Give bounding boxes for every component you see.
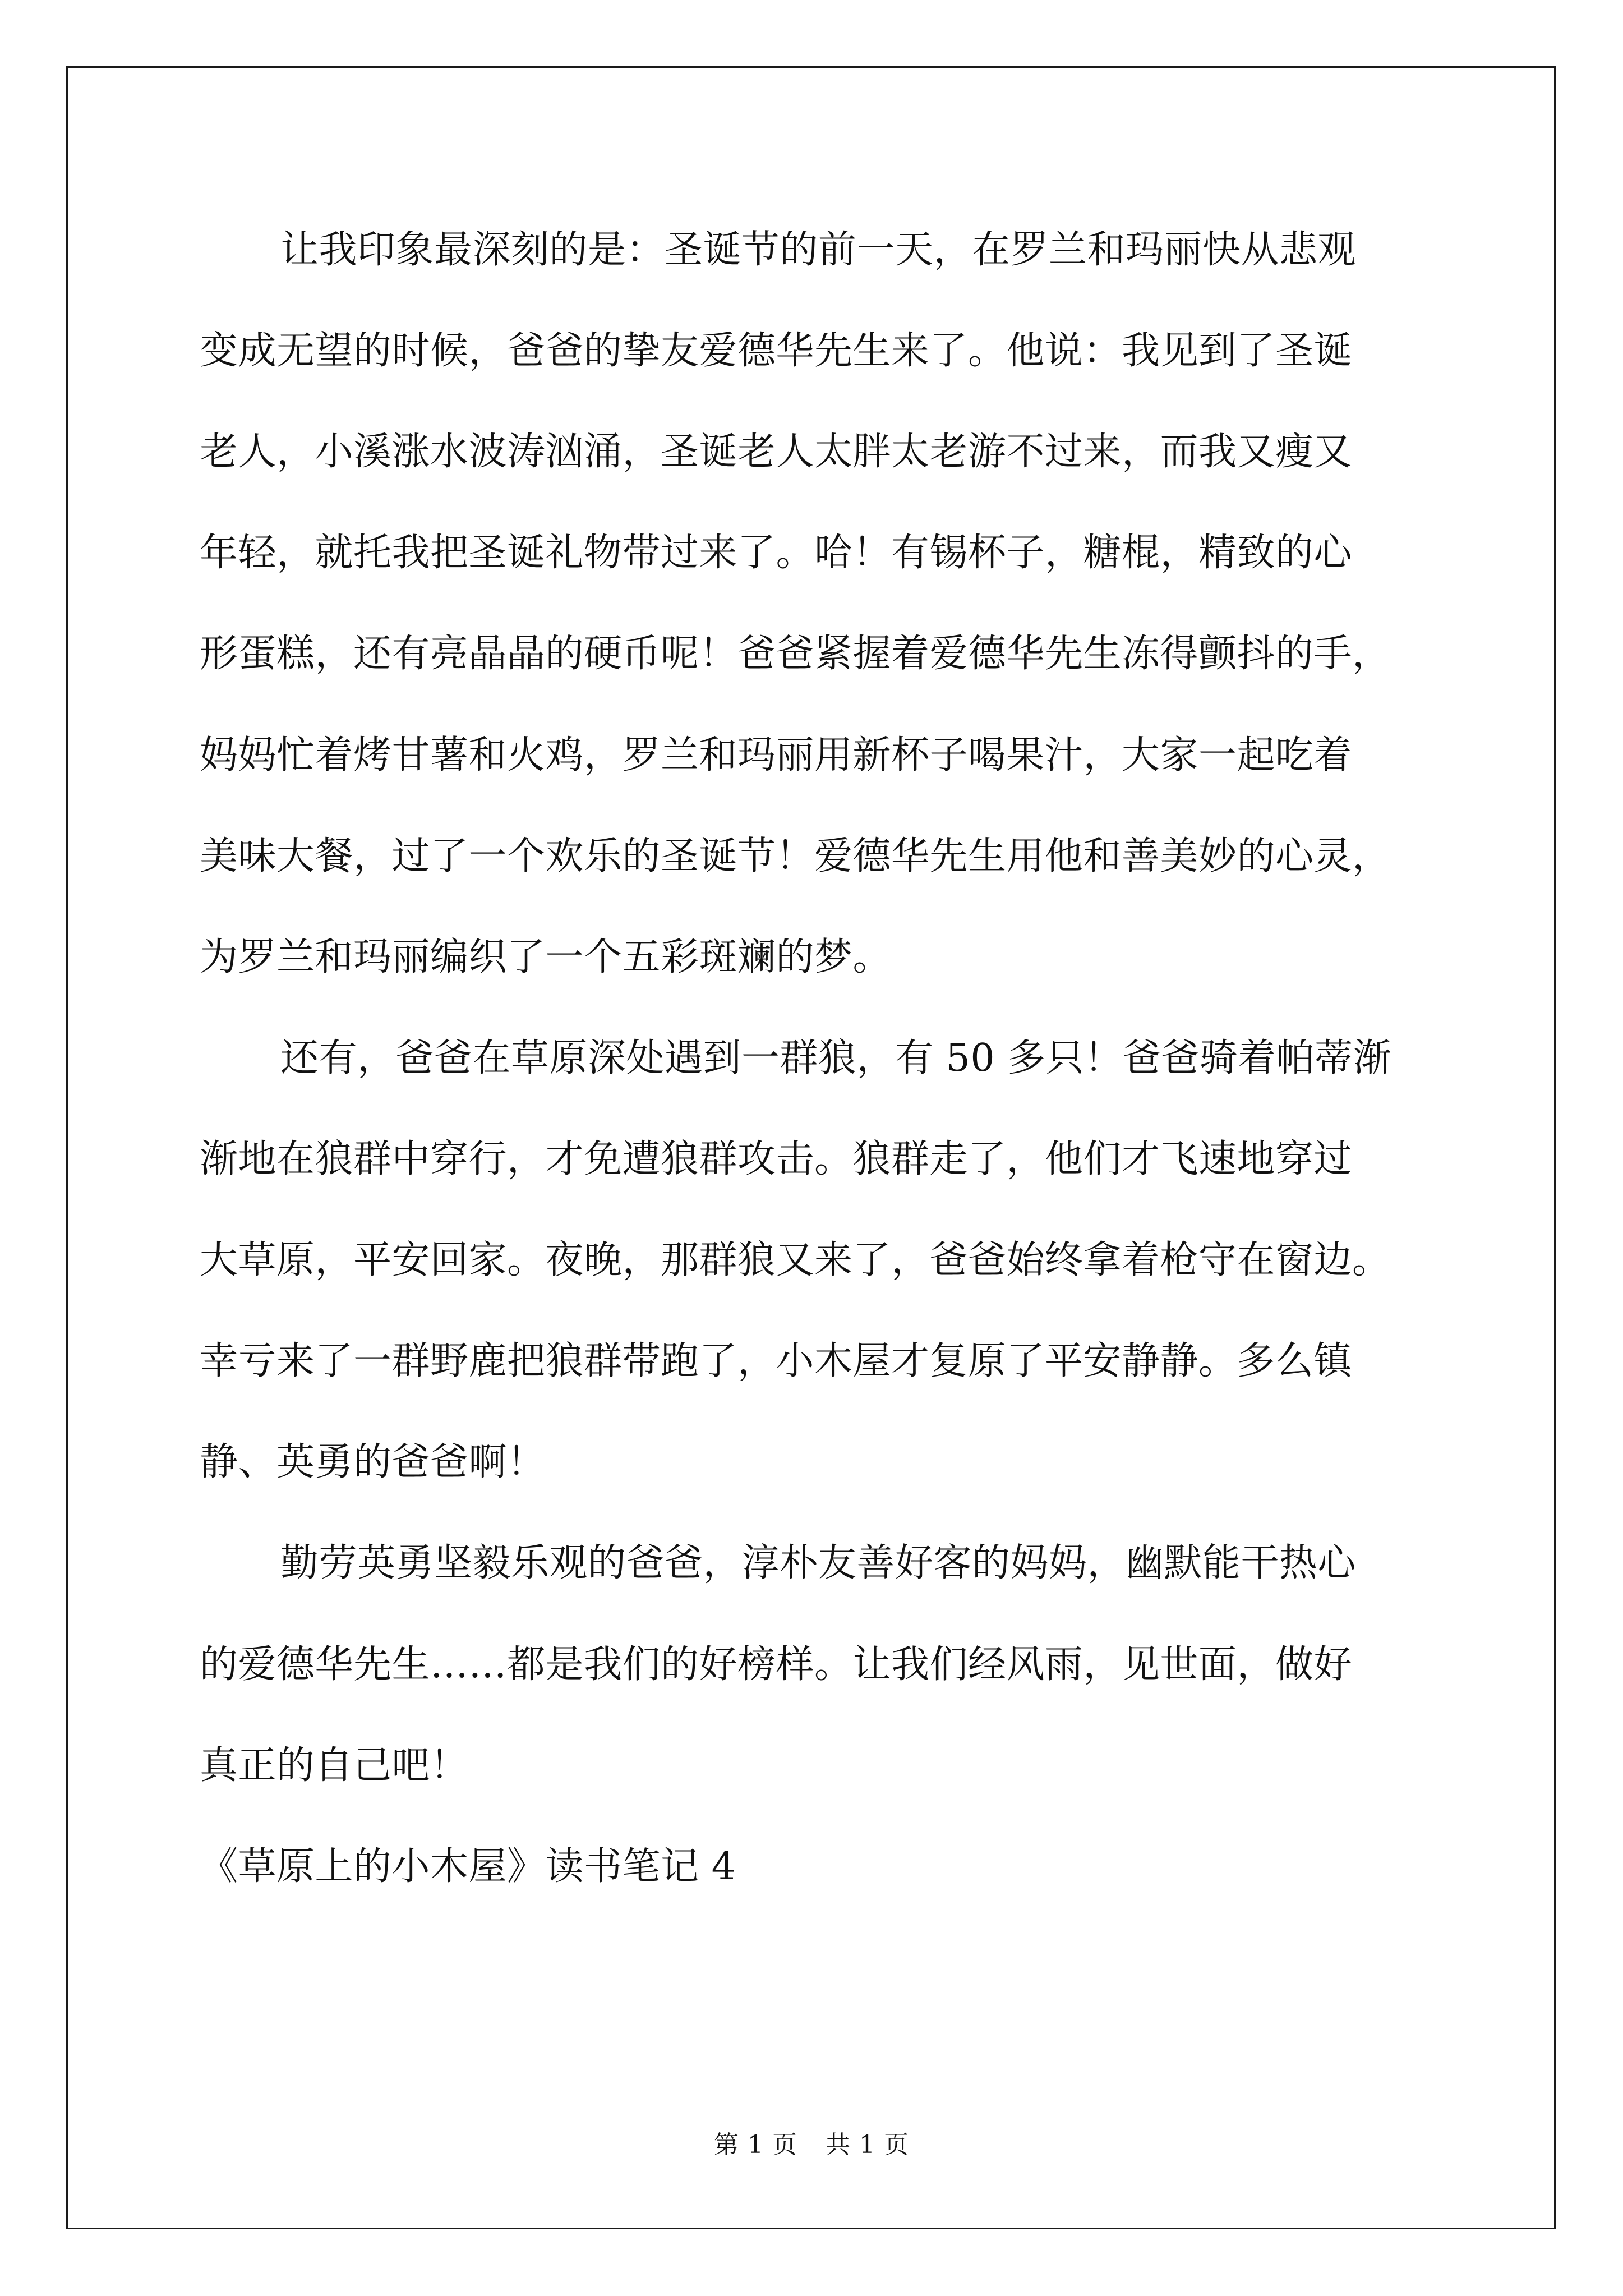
paragraph-1-line-1: 让我印象最深刻的是：圣诞节的前一天，在罗兰和玛丽快从悲观	[280, 228, 1357, 272]
paragraph-1-line-2: 变成无望的时候，爸爸的挚友爱德华先生来了。他说：我见到了圣诞	[200, 329, 1353, 373]
paragraph-1-line-6: 妈妈忙着烤甘薯和火鸡，罗兰和玛丽用新杯子喝果汁，大家一起吃着	[200, 733, 1353, 777]
paragraph-2-line-2: 渐地在狼群中穿行，才免遭狼群攻击。狼群走了，他们才飞速地穿过	[200, 1137, 1353, 1181]
paragraph-1-line-7: 美味大餐，过了一个欢乐的圣诞节！爱德华先生用他和善美妙的心灵，	[200, 834, 1391, 878]
paragraph-2-line-4: 幸亏来了一群野鹿把狼群带跑了，小木屋才复原了平安静静。多么镇	[200, 1339, 1353, 1383]
paragraph-2-line-5: 静、英勇的爸爸啊！	[200, 1440, 546, 1484]
page-number-current: 第 1 页	[714, 2131, 797, 2159]
paragraph-1-line-4: 年轻，就托我把圣诞礼物带过来了。哈！有锡杯子，糖棍，精致的心	[200, 531, 1353, 575]
paragraph-2-line-1: 还有，爸爸在草原深处遇到一群狼，有 50 多只！爸爸骑着帕蒂渐	[280, 1036, 1392, 1080]
paragraph-1-line-3: 老人，小溪涨水波涛汹涌，圣诞老人太胖太老游不过来，而我又瘦又	[200, 430, 1353, 474]
page-footer	[0, 2128, 1623, 2162]
paragraph-3-line-1: 勤劳英勇坚毅乐观的爸爸，淳朴友善好客的妈妈，幽默能干热心	[280, 1541, 1357, 1585]
paragraph-3-line-3: 真正的自己吧！	[200, 1743, 469, 1788]
page-number-total: 共 1 页	[826, 2131, 909, 2159]
paragraph-2-line-3: 大草原，平安回家。夜晚，那群狼又来了，爸爸始终拿着枪守在窗边。	[200, 1238, 1391, 1282]
paragraph-1-line-5: 形蛋糕，还有亮晶晶的硬币呢！爸爸紧握着爱德华先生冻得颤抖的手，	[200, 632, 1391, 676]
paragraph-3-line-2: 的爱德华先生……都是我们的好榜样。让我们经风雨，见世面，做好	[200, 1642, 1353, 1687]
section-heading: 《草原上的小木屋》读书笔记 4	[200, 1844, 736, 1889]
paragraph-1-line-8: 为罗兰和玛丽编织了一个五彩斑斓的梦。	[200, 935, 892, 979]
